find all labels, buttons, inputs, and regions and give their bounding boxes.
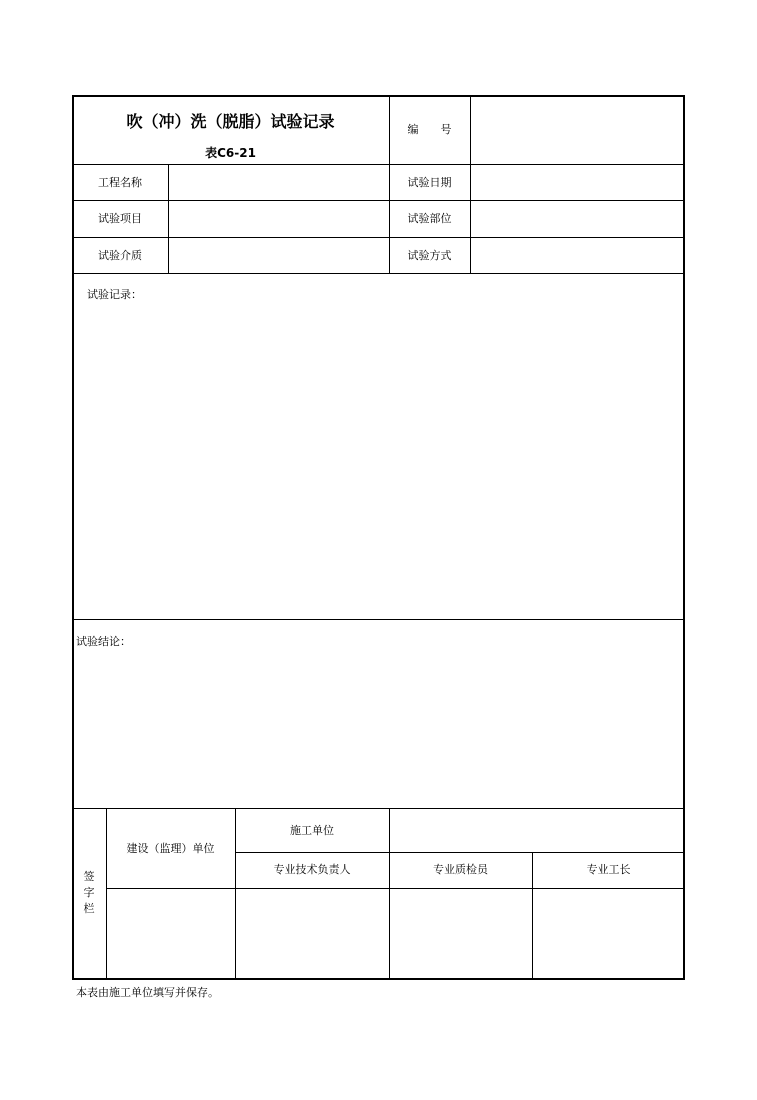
divider-conclusion <box>72 808 685 809</box>
qc-inspector-label: 专业质检员 <box>433 863 488 876</box>
col-divider-value1 <box>168 164 169 273</box>
divider-header <box>72 164 685 165</box>
col-divider-value2 <box>470 95 471 273</box>
tech-lead-label: 专业技术负责人 <box>273 863 351 876</box>
foreman-label: 专业工长 <box>586 863 631 876</box>
owner-supervisor-label: 建设（监理）单位 <box>126 842 215 855</box>
test-date-label: 试验日期 <box>407 176 452 189</box>
form-title: 吹（冲）洗（脱脂）试验记录 <box>126 112 335 131</box>
test-conclusion-label: 试验结论： <box>76 635 131 648</box>
contractor-label: 施工单位 <box>290 824 334 837</box>
test-medium-label: 试验介质 <box>98 249 142 262</box>
project-name-label: 工程名称 <box>98 176 142 189</box>
form-code: 表C6-21 <box>205 146 256 160</box>
divider-row3 <box>72 273 685 274</box>
signature-section-label: 签字栏 <box>83 870 95 915</box>
test-item-label: 试验项目 <box>98 212 142 225</box>
divider-sign-header <box>106 888 685 889</box>
test-record-label: 试验记录： <box>87 288 142 301</box>
divider-row2 <box>72 237 685 238</box>
divider-record <box>72 619 685 620</box>
number-label: 编 号 <box>407 123 452 136</box>
divider-row1 <box>72 200 685 201</box>
col-divider-tech <box>389 808 390 980</box>
divider-sign-mid <box>235 852 685 853</box>
col-divider-sign-label <box>106 808 107 980</box>
footer-note: 本表由施工单位填写并保存。 <box>76 986 219 999</box>
test-method-label: 试验方式 <box>407 249 452 262</box>
test-location-label: 试验部位 <box>407 212 452 225</box>
